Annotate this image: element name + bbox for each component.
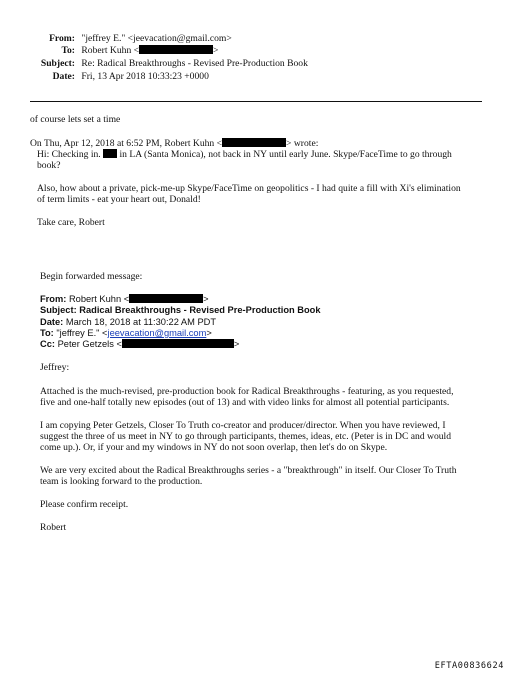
- quoted-p1-a: Hi: Checking in.: [37, 149, 101, 160]
- header-to-value: Robert Kuhn <: [81, 45, 140, 56]
- quoted-p2-line1: Also, how about a private, pick-me-up Skype/FaceTime on geopolitics - I had quite a fill with Xi's elimination: [37, 183, 461, 194]
- header-to-label: To:: [61, 45, 75, 56]
- fwd-to-row: [40, 328, 212, 339]
- forwarded-intro: Begin forwarded message:: [40, 271, 143, 282]
- quoted-attribution-prefix: On Thu, Apr 12, 2018 at 6:52 PM, Robert Kuhn <: [30, 138, 223, 149]
- quoted-p1-b: in LA (Santa Monica), not back in NY until early June. Skype/FaceTime to go through: [119, 149, 452, 160]
- fwd-subject-label: Subject:: [40, 305, 77, 315]
- email-link[interactable]: jeevacation@gmail.com: [107, 328, 207, 338]
- header-date-value: Fri, 13 Apr 2018 10:33:23 +0000: [81, 71, 209, 82]
- quoted-attribution: [30, 138, 318, 149]
- fwd-subject-value: Radical Breakthroughs - Revised Pre-Production Book: [79, 305, 321, 315]
- fwd-b5: Robert: [40, 522, 67, 533]
- fwd-to-suffix: >: [206, 328, 212, 338]
- document-id: EFTA00836624: [434, 661, 504, 671]
- fwd-cc-value: Peter Getzels <: [57, 339, 122, 349]
- redaction-box: [103, 149, 117, 158]
- fwd-b4: Please confirm receipt.: [40, 499, 129, 510]
- redaction-box: [129, 294, 203, 303]
- header-to-suffix: >: [213, 45, 219, 56]
- fwd-b3-line1: We are very excited about the Radical Breakthroughs series - a "breakthrough" in itself. Our Closer To Truth: [40, 465, 457, 476]
- redaction-box: [139, 45, 213, 54]
- reply-line: of course lets set a time: [30, 114, 121, 125]
- fwd-from-value: Robert Kuhn <: [68, 294, 130, 304]
- fwd-date-label: Date:: [40, 317, 64, 327]
- fwd-cc-label: Cc:: [40, 339, 55, 349]
- redaction-box: [222, 138, 286, 147]
- fwd-b2-line3: come up.). Or, if your and my windows in NY do not soon overlap, then let's do on Skype.: [40, 442, 388, 453]
- fwd-cc-row: [40, 339, 239, 350]
- quoted-p2-line2: of term limits - eat your heart out, Donald!: [37, 194, 201, 205]
- header-from-row: [12, 33, 232, 44]
- fwd-from-suffix: >: [203, 294, 209, 304]
- header-date-row: [12, 71, 209, 82]
- fwd-subject-row: [40, 305, 321, 316]
- quoted-p1-line1: [37, 149, 452, 160]
- header-subject-label: Subject:: [40, 58, 75, 69]
- fwd-from-label: From:: [40, 294, 67, 304]
- header-divider: [30, 101, 482, 102]
- quoted-p3: Take care, Robert: [37, 217, 105, 228]
- header-date-label: Date:: [52, 71, 75, 82]
- fwd-to-prefix: "jeffrey E." <: [56, 328, 108, 338]
- fwd-date-row: [40, 317, 216, 328]
- header-from-value: "jeffrey E." <jeevacation@gmail.com>: [81, 33, 232, 44]
- fwd-to-label: To:: [40, 328, 54, 338]
- fwd-date-value: March 18, 2018 at 11:30:22 AM PDT: [65, 317, 217, 327]
- fwd-b2-line1: I am copying Peter Getzels, Closer To Truth co-creator and producer/director. When you have reviewed, I: [40, 420, 446, 431]
- quoted-p1-line2: book?: [37, 160, 61, 171]
- header-subject-row: [12, 58, 308, 69]
- header-subject-value: Re: Radical Breakthroughs - Revised Pre-Production Book: [81, 58, 308, 69]
- fwd-from-row: [40, 294, 209, 305]
- quoted-attribution-suffix: > wrote:: [286, 138, 319, 149]
- fwd-salutation: Jeffrey:: [40, 362, 70, 373]
- fwd-b1-line1: Attached is the much-revised, pre-production book for Radical Breakthroughs - featuring, as you requested,: [40, 386, 454, 397]
- fwd-b2-line2: suggest the three of us meet in NY to go through participants, themes, ideas, etc. (Peter is in DC and would: [40, 431, 452, 442]
- header-to-row: [12, 45, 218, 56]
- fwd-b3-line2: team is looking forward to the production.: [40, 476, 203, 487]
- fwd-cc-suffix: >: [233, 339, 240, 349]
- fwd-b1-line2: five and one-half totally new episodes (out of 13) and with video links for almost all potential participants.: [40, 397, 450, 408]
- redaction-box: [122, 339, 234, 348]
- header-from-label: From:: [49, 33, 75, 44]
